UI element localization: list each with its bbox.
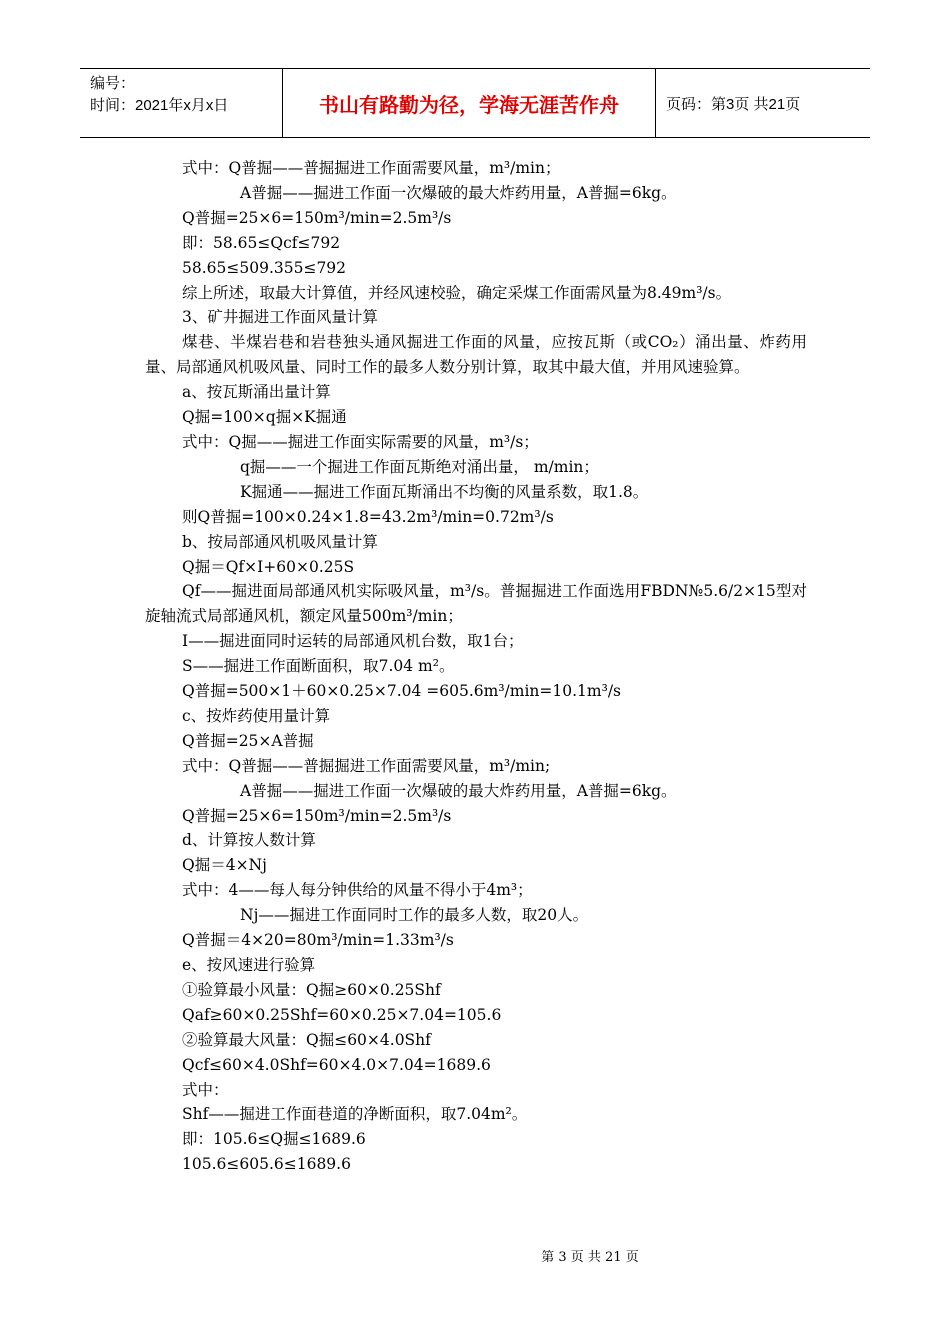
formula-line: 即：105.6≤Q掘≤1689.6 bbox=[182, 1130, 366, 1149]
text-line: A普掘——掘进工作面一次爆破的最大炸药用量，A普掘=6kg。 bbox=[240, 781, 677, 800]
text-line: 式中：Q掘——掘进工作面实际需要的风量，m³/s； bbox=[182, 432, 539, 451]
header-page-info: 页码：第3页 共21页 bbox=[666, 95, 801, 113]
section-heading: 3、矿井掘进工作面风量计算 bbox=[182, 308, 378, 327]
formula-line: Q普掘＝4×20=80m³/min=1.33m³/s bbox=[182, 931, 454, 950]
header-motto: 书山有路勤为径，学海无涯苦作舟 bbox=[283, 69, 656, 137]
formula-line: Qaf≥60×0.25Shf=60×0.25×7.04=105.6 bbox=[182, 1005, 502, 1024]
text-line: 式中： bbox=[182, 1080, 229, 1099]
formula-line: ①验算最小风量：Q掘≥60×0.25Shf bbox=[182, 980, 441, 999]
formula-line: Q掘＝4×Nj bbox=[182, 856, 267, 875]
text-line: Q普掘=25×6=150m³/min=2.5m³/s bbox=[182, 208, 452, 227]
text-line: Nj——掘进工作面同时工作的最多人数，取20人。 bbox=[240, 906, 589, 925]
text-line: Shf——掘进工作面巷道的净断面积，取7.04m²。 bbox=[182, 1105, 528, 1124]
subsection-heading: c、按炸药使用量计算 bbox=[182, 706, 331, 725]
formula-line: Q普掘=25×A普掘 bbox=[182, 731, 314, 750]
subsection-heading: b、按局部通风机吸风量计算 bbox=[182, 532, 378, 551]
text-paragraph: 综上所述，取最大计算值，并经风速校验，确定采煤工作面需风量为8.49m³/s。 bbox=[182, 283, 732, 302]
header-meta bbox=[80, 69, 283, 137]
text-line: 式中：4——每人每分钟供给的风量不得小于4m³； bbox=[182, 881, 533, 900]
text-line: 58.65≤509.355≤792 bbox=[182, 258, 347, 277]
date-label: 时间：2021年x月x日 bbox=[90, 97, 229, 114]
formula-line: Q普掘=25×6=150m³/min=2.5m³/s bbox=[182, 806, 452, 825]
subsection-heading: a、按瓦斯涌出量计算 bbox=[182, 383, 331, 402]
text-line: 式中：Q普掘——普掘掘进工作面需要风量，m³/min; bbox=[182, 756, 551, 775]
text-line: I——掘进面同时运转的局部通风机台数，取1台； bbox=[182, 632, 524, 651]
text-line: S——掘进工作面断面积，取7.04 m²。 bbox=[182, 657, 455, 676]
number-label: 编号： bbox=[90, 75, 136, 92]
formula-line: ②验算最大风量：Q掘≤60×4.0Shf bbox=[182, 1030, 431, 1049]
text-line: K掘通——掘进工作面瓦斯涌出不均衡的风量系数，取1.8。 bbox=[240, 482, 649, 501]
page-footer: 第 3 页 共 21 页 bbox=[541, 1250, 639, 1265]
formula-line: 则Q普掘=100×0.24×1.8=43.2m³/min=0.72m³/s bbox=[182, 507, 554, 526]
formula-line: Q掘=100×q掘×K掘通 bbox=[182, 408, 347, 427]
formula-line: Qcf≤60×4.0Shf=60×4.0×7.04=1689.6 bbox=[182, 1055, 491, 1074]
text-paragraph: 煤巷、半煤岩巷和岩巷独头通风掘进工作面的风量，应按瓦斯（或CO₂）涌出量、炸药用量、局部通风机吸风量、同时工作的最多人数分别计算，取其中最大值，并用风速验算。 bbox=[145, 333, 807, 377]
formula-line: Q普掘=500×1＋60×0.25×7.04 =605.6m³/min=10.1m³/s bbox=[182, 682, 621, 701]
formula-line: Q掘＝Qf×I+60×0.25S bbox=[182, 557, 355, 576]
text-line: A普掘——掘进工作面一次爆破的最大炸药用量，A普掘=6kg。 bbox=[240, 183, 677, 202]
formula-line: 105.6≤605.6≤1689.6 bbox=[182, 1155, 351, 1174]
page-header bbox=[80, 68, 870, 138]
text-line: q掘——一个掘进工作面瓦斯绝对涌出量， m/min； bbox=[240, 457, 599, 476]
text-paragraph: Qf——掘进面局部通风机实际吸风量，m³/s。普掘掘进工作面选用FBDN№5.6/2×15型对旋轴流式局部通风机，额定风量500m³/min； bbox=[145, 582, 807, 626]
document-body bbox=[145, 156, 807, 1177]
subsection-heading: d、计算按人数计算 bbox=[182, 831, 316, 850]
text-line: 即：58.65≤Qcf≤792 bbox=[182, 233, 341, 252]
subsection-heading: e、按风速进行验算 bbox=[182, 956, 316, 974]
text-line: 式中：Q普掘——普掘掘进工作面需要风量，m³/min； bbox=[182, 159, 561, 177]
